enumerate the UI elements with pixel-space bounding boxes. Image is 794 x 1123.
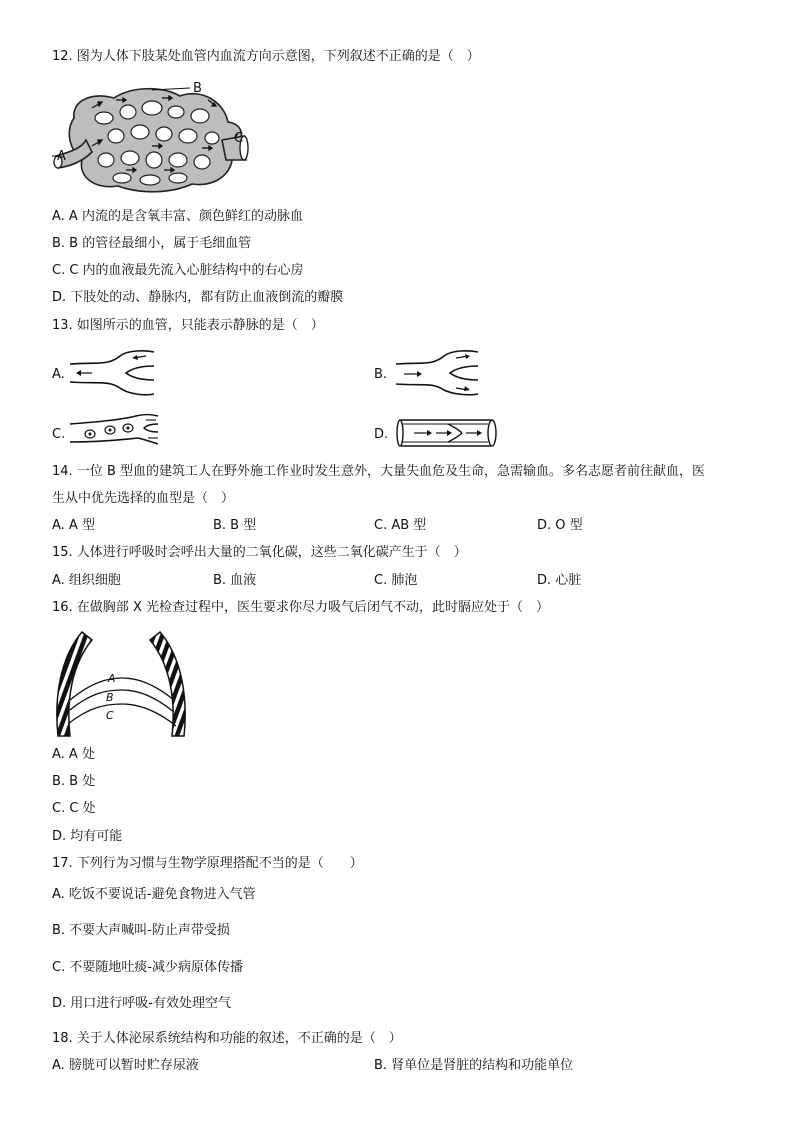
q15-option-d: D. 心脏 [537, 573, 582, 588]
label-b: B [106, 691, 114, 704]
q15-stem: 15. 人体进行呼吸时会呼出大量的二氧化碳，这些二氧化碳产生于（ ） [52, 545, 467, 560]
q12-stem: 12. 图为人体下肢某处血管内血流方向示意图，下列叙述不正确的是（ ） [52, 49, 480, 64]
q12-option-a: A. A 内流的是含氧丰富、颜色鲜红的动脉血 [52, 209, 303, 224]
q16-option-d: D. 均有可能 [52, 829, 123, 844]
q18-stem: 18. 关于人体泌尿系统结构和功能的叙述，不正确的是（ ） [52, 1031, 402, 1046]
q15-option-b: B. 血液 [213, 573, 257, 588]
q16-option-a: A. A 处 [52, 747, 95, 762]
q13-stem: 13. 如图所示的血管，只能表示静脉的是（ ） [52, 318, 324, 333]
q16-stem: 16. 在做胸部 X 光检查过程中，医生要求你尽力吸气后闭气不动，此时膈应处于（ ） [52, 600, 549, 615]
label-a: A [108, 672, 116, 685]
q16-option-b: B. B 处 [52, 774, 96, 789]
q13-option-a-letter: A. [52, 367, 65, 382]
label-a: A [57, 149, 66, 164]
diaphragm-figure [52, 628, 192, 738]
q14-option-b: B. B 型 [213, 518, 257, 533]
vessel-figure-b [392, 348, 482, 398]
q12-option-d: D. 下肢处的动、静脉内，都有防止血液倒流的瓣膜 [52, 290, 344, 305]
q12-option-c: C. C 内的血液最先流入心脏结构中的右心房 [52, 263, 304, 278]
q14-option-a: A. A 型 [52, 518, 95, 533]
label-c: C [234, 131, 244, 146]
q13-option-b-letter: B. [374, 367, 388, 382]
q14-stem-line1: 14. 一位 B 型血的建筑工人在野外施工作业时发生意外，大量失血危及生命，急需输血。多名志愿者前往献血，医 [52, 464, 705, 479]
q14-option-d: D. O 型 [537, 518, 583, 533]
q17-option-b: B. 不要大声喊叫-防止声带受损 [52, 923, 230, 938]
q14-option-c: C. AB 型 [374, 518, 427, 533]
q13-option-c-letter: C. [52, 427, 66, 442]
q17-option-a: A. 吃饭不要说话-避免食物进入气管 [52, 887, 256, 902]
label-c: C [106, 709, 114, 722]
q16-option-c: C. C 处 [52, 801, 96, 816]
q12-option-b: B. B 的管径最细小，属于毛细血管 [52, 236, 252, 251]
vessel-figure-a [66, 348, 158, 398]
q15-option-a: A. 组织细胞 [52, 573, 121, 588]
vessel-figure-d [396, 416, 498, 450]
q17-option-c: C. 不要随地吐痰-减少病原体传播 [52, 960, 244, 975]
q17-option-d: D. 用口进行呼吸-有效处理空气 [52, 996, 231, 1011]
q18-option-b: B. 肾单位是肾脏的结构和功能单位 [374, 1058, 574, 1073]
q18-option-a: A. 膀胱可以暂时贮存尿液 [52, 1058, 199, 1073]
blood-vessel-network-figure [52, 78, 252, 196]
label-b: B [193, 81, 202, 96]
q14-stem-line2: 生从中优先选择的血型是（ ） [52, 491, 235, 506]
vessel-figure-c [66, 412, 162, 448]
q15-option-c: C. 肺泡 [374, 573, 418, 588]
q17-stem: 17. 下列行为习惯与生物学原理搭配不当的是（ ） [52, 856, 363, 871]
q13-option-d-letter: D. [374, 427, 389, 442]
